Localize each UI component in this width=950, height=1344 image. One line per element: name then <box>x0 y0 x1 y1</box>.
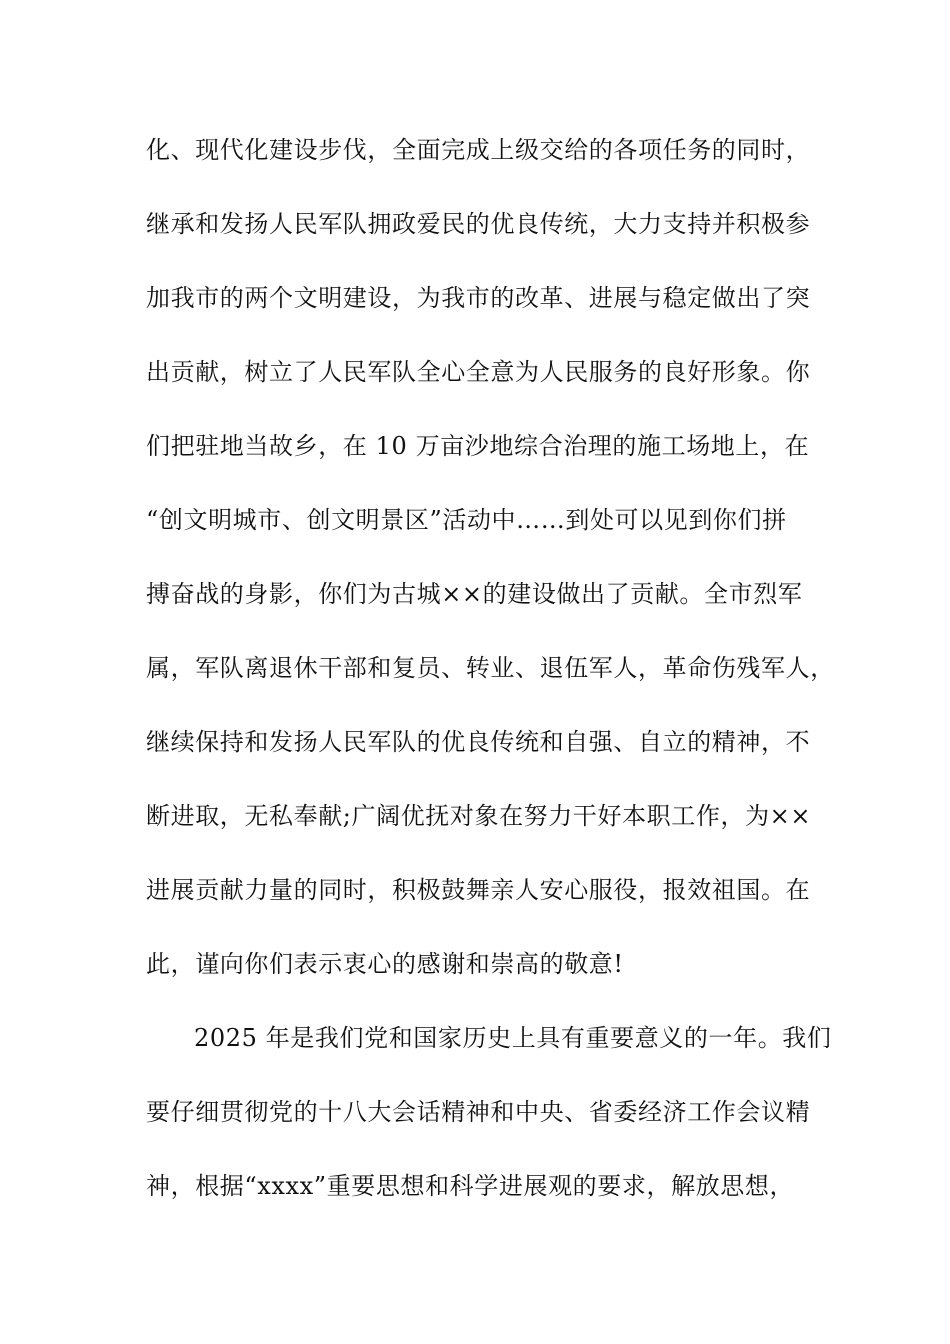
paragraph-line: 们把驻地当故乡，在 10 万亩沙地综合治理的施工场地上，在 <box>146 432 810 460</box>
paragraph-line: 继续保持和发扬人民军队的优良传统和自强、自立的精神，不 <box>146 728 811 756</box>
paragraph-line: 要仔细贯彻党的十八大会话精神和中央、省委经济工作会议精 <box>146 1098 811 1126</box>
paragraph-line: 此，谨向你们表示衷心的感谢和崇高的敬意! <box>146 950 624 978</box>
paragraph-line: 继承和发扬人民军队拥政爱民的优良传统，大力支持并积极参 <box>146 210 811 238</box>
paragraph-line: 搏奋战的身影，你们为古城××的建设做出了贡献。全市烈军 <box>146 580 803 608</box>
paragraph-line: 断进取，无私奉献;广阔优抚对象在努力干好本职工作，为×× <box>146 802 812 830</box>
paragraph-line: 化、现代化建设步伐，全面完成上级交给的各项任务的同时， <box>146 136 811 164</box>
paragraph-line: 出贡献，树立了人民军队全心全意为人民服务的良好形象。你 <box>146 358 811 386</box>
paragraph-line: 2025 年是我们党和国家历史上具有重要意义的一年。我们 <box>194 1024 832 1052</box>
paragraph-line: 神，根据“xxxx”重要思想和科学进展观的要求，解放思想， <box>146 1172 795 1200</box>
paragraph-line: 属，军队离退休干部和复员、转业、退伍军人，革命伤残军人， <box>146 654 835 682</box>
paragraph-line: 加我市的两个文明建设，为我市的改革、进展与稳定做出了突 <box>146 284 811 312</box>
paragraph-line: “创文明城市、创文明景区”活动中……到处可以见到你们拼 <box>146 506 787 534</box>
paragraph-line: 进展贡献力量的同时，积极鼓舞亲人安心服役，报效祖国。在 <box>146 876 811 904</box>
